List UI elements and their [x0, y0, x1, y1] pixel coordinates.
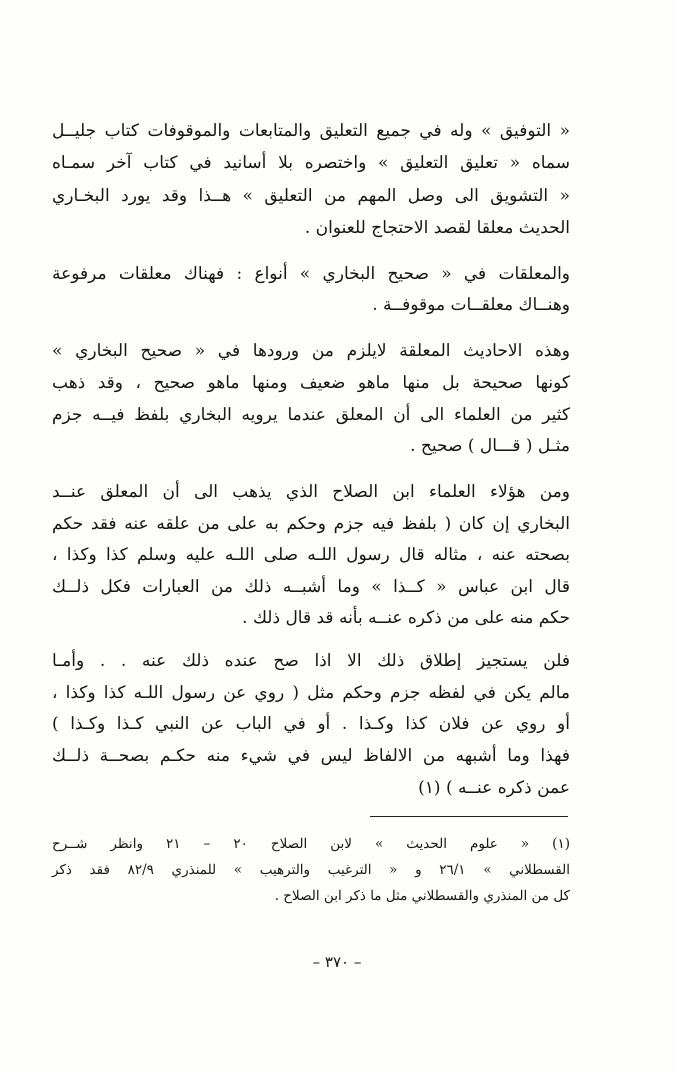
paragraph-line: ومن هؤلاء العلماء ابن الصلاح الذي يذهب الى أن المعلق عنــد: [52, 482, 570, 502]
paragraph-line: البخاري إن كان ( بلفظ فيه جزم وحكم به على من علقه عنه فقد حكم: [52, 514, 570, 534]
footnote-separator: [370, 816, 568, 817]
footnote-line: القسطلاني » ٢٦/١ و « الترغيب والترهيب » للمنذري ٨٢/٩ فقد ذكر: [52, 862, 571, 878]
footnote-line: (١) « علوم الحديث » لابن الصلاح ٢٠ – ٢١ وانظر شــرح: [52, 836, 570, 852]
paragraph-line: الحديث معلقا لقصد الاحتجاج للعنوان .: [304, 218, 570, 238]
paragraph-line: وهنــاك معلقــات موقوفــة .: [372, 295, 570, 315]
paragraph-line: كثير من العلماء الى أن المعلق عندما يرويه البخاري بلفظ فيــه جزم: [52, 405, 570, 425]
paragraph-line: « التشويق الى وصل المهم من التعليق » هــذا وقد يورد البخـاري: [52, 186, 570, 206]
paragraph-line: قال ابن عباس « كــذا » وما أشبــه ذلك من العبارات فكل ذلــك: [52, 577, 570, 597]
paragraph-line: مالم يكن في لفظه جزم وحكم مثل ( روي عن رسول اللـه كذا وكذا ،: [52, 683, 570, 703]
paragraph-line: مثـل ( قـــال ) صحيح .: [410, 436, 570, 456]
paragraph-line: عمن ذكره عنــه ) (١): [418, 778, 570, 798]
paragraph-line: كونها صحيحة بل منها ماهو ضعيف ومنها ماهو صحيح ، وقد ذهب: [52, 373, 570, 393]
paragraph-line: والمعلقات في « صحيح البخاري » أنواع : فهناك معلقات مرفوعة: [52, 264, 570, 284]
page-number: – ٣٧٠ –: [312, 953, 362, 971]
paragraph-line: أو روي عن فلان كذا وكـذا . أو في الباب عن النبي كـذا وكـذا ): [52, 714, 570, 734]
paragraph-line: وهذه الاحاديث المعلقة لايلزم من ورودها في « صحيح البخاري »: [52, 341, 570, 361]
paragraph-line: فلن يستجيز إطلاق ذلك الا اذا صح عنده ذلك عنه . . وأمـا: [52, 651, 570, 671]
paragraph-line: « التوفيق » وله في جميع التعليق والمتابعات والموقوفات كتاب جليــل: [52, 121, 570, 141]
paragraph-line: حكم منه على من ذكره عنــه بأنه قد قال ذلك .: [242, 608, 570, 628]
paragraph-line: سماه « تعليق التعليق » واختصره بلا أسانيد في كتاب آخر سمـاه: [52, 153, 570, 173]
footnote-line: كل من المنذري والقسطلاني مثل ما ذكر ابن الصلاح .: [274, 888, 570, 904]
paragraph-line: بصحته عنه ، مثاله قال رسول اللـه صلى اللـه عليه وسلم كذا وكذا ،: [52, 545, 570, 565]
paragraph-line: فهذا وما أشبهه من الالفاظ ليس في شيء منه حكـم بصحــة ذلــك: [52, 746, 570, 766]
